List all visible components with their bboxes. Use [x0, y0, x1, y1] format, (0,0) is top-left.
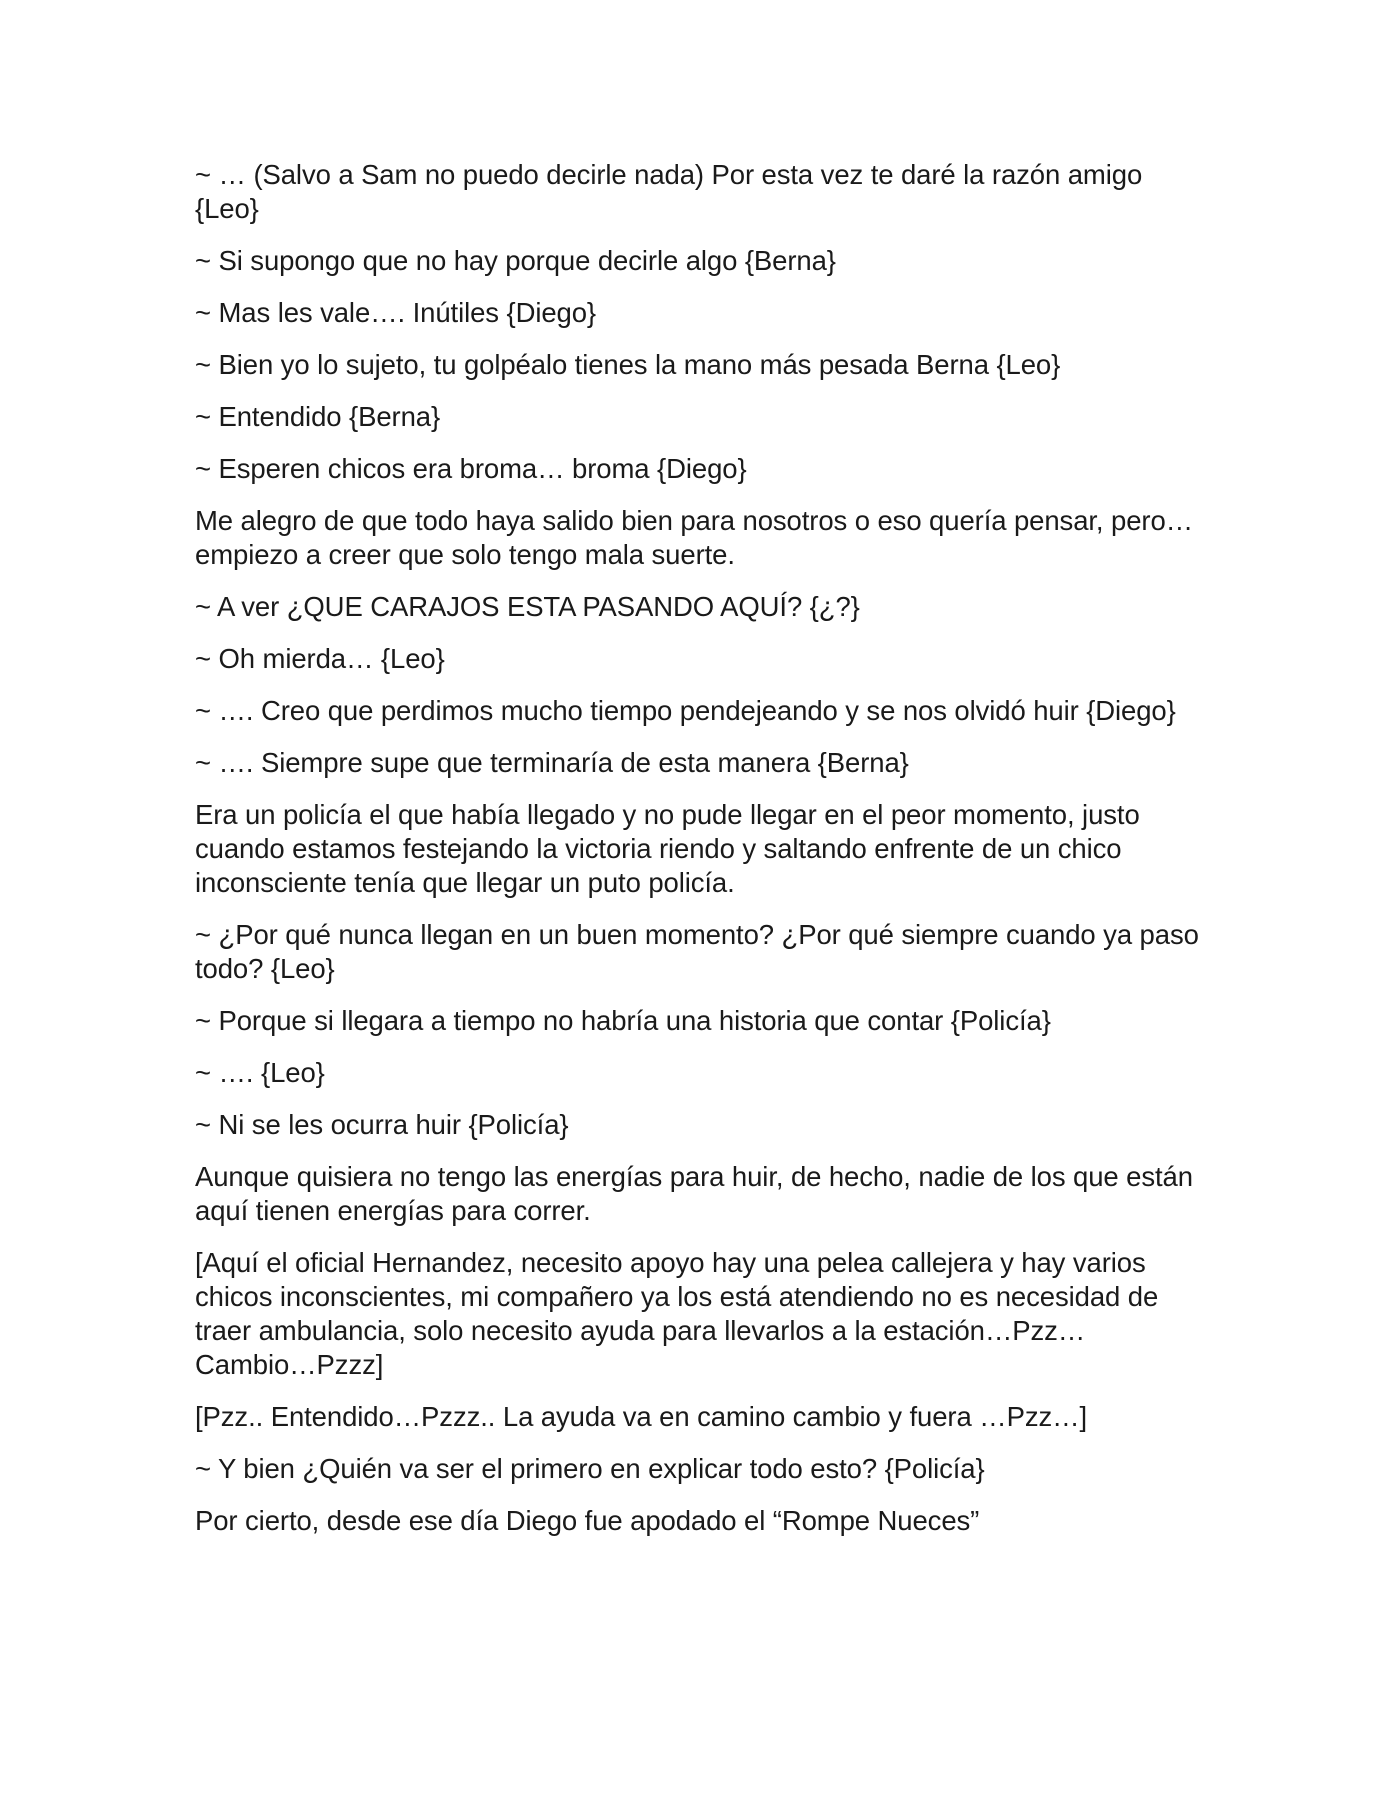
paragraph: [Aquí el oficial Hernandez, necesito apoyo hay una pelea callejera y hay varios chicos inconscientes, mi compañero ya los está atendiendo no es necesidad de traer ambulancia, solo necesito ayuda para llevarlos a la estación…Pzz… Cambio…Pzzz] [195, 1247, 1159, 1380]
paragraph: Me alegro de que todo haya salido bien para nosotros o eso quería pensar, pero… empiezo a creer que solo tengo mala suerte. [195, 505, 1194, 570]
paragraph: ~ Si supongo que no hay porque decirle algo {Berna} [195, 245, 836, 276]
paragraph: Aunque quisiera no tengo las energías para huir, de hecho, nadie de los que están aquí tienen energías para correr. [195, 1161, 1193, 1226]
paragraph: [Pzz.. Entendido…Pzzz.. La ayuda va en camino cambio y fuera …Pzz…] [195, 1401, 1088, 1432]
paragraph: Era un policía el que había llegado y no pude llegar en el peor momento, justo cuando estamos festejando la victoria riendo y saltando enfrente de un chico inconsciente tenía que llegar un puto policía. [195, 799, 1140, 898]
paragraph: ~ …. {Leo} [195, 1057, 325, 1088]
paragraph: ~ Oh mierda… {Leo} [195, 643, 445, 674]
paragraph: ~ Bien yo lo sujeto, tu golpéalo tienes la mano más pesada Berna {Leo} [195, 349, 1061, 380]
paragraph: ~ …. Siempre supe que terminaría de esta manera {Berna} [195, 747, 909, 778]
paragraph: Por cierto, desde ese día Diego fue apodado el “Rompe Nueces” [195, 1505, 980, 1536]
paragraph: ~ Esperen chicos era broma… broma {Diego} [195, 453, 747, 484]
paragraph: ~ Y bien ¿Quién va ser el primero en explicar todo esto? {Policía} [195, 1453, 985, 1484]
document-page [195, 158, 1210, 1556]
paragraph: ~ …. Creo que perdimos mucho tiempo pendejeando y se nos olvidó huir {Diego} [195, 695, 1176, 726]
paragraph: ~ Porque si llegara a tiempo no habría una historia que contar {Policía} [195, 1005, 1051, 1036]
paragraph: ~ ¿Por qué nunca llegan en un buen momento? ¿Por qué siempre cuando ya paso todo? {Leo} [195, 919, 1199, 984]
paragraph: ~ Ni se les ocurra huir {Policía} [195, 1109, 569, 1140]
paragraph: ~ A ver ¿QUE CARAJOS ESTA PASANDO AQUÍ? {¿?} [195, 591, 860, 622]
paragraph: ~ Mas les vale…. Inútiles {Diego} [195, 297, 597, 328]
paragraph: ~ Entendido {Berna} [195, 401, 441, 432]
paragraph: ~ … (Salvo a Sam no puedo decirle nada) Por esta vez te daré la razón amigo {Leo} [195, 159, 1143, 224]
